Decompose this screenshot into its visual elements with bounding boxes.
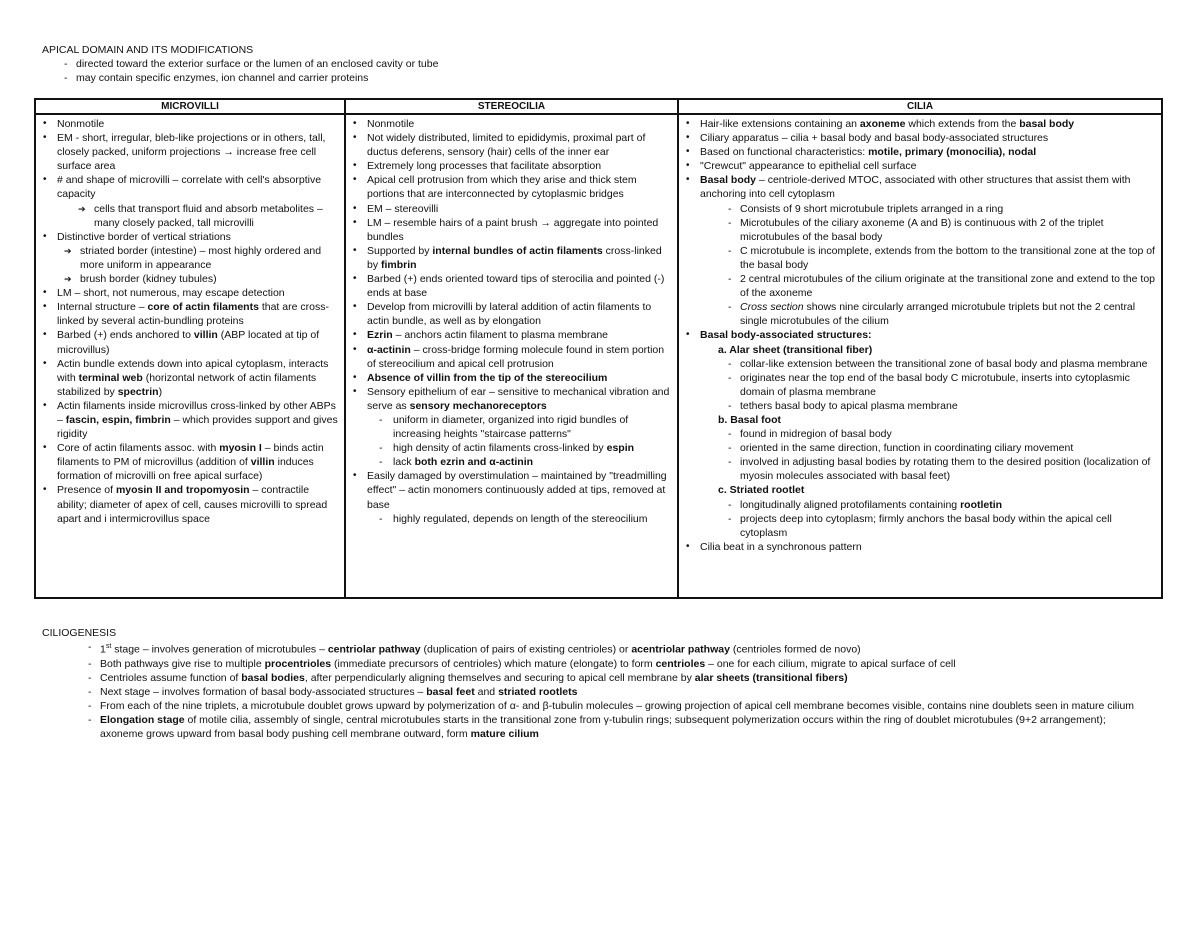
sub-item: - uniform in diameter, organized into rigid bundles of increasing heights "staircase patterns" (367, 413, 671, 441)
list-item: • Barbed (+) ends anchored to villin (ABP located at tip of microvillus) (40, 328, 338, 356)
sub-item: - oriented in the same direction, function in coordinating ciliary movement (726, 441, 1155, 455)
list-item: • Actin bundle extends down into apical cytoplasm, interacts with terminal web (horizontal network of actin filaments stabilized by spectrin) (40, 357, 338, 399)
sub-item: - 2 central microtubules of the cilium originate at the transitional zone and extend to the top of the axoneme (726, 272, 1155, 300)
list-item: • EM - short, irregular, bleb-like projections or in others, tall, closely packed, uniform projections → increase free cell surface area (40, 131, 338, 173)
sub-item: - Cross section shows nine circularly arranged microtubule triplets but not the 2 central single microtubules of the cilium (726, 300, 1155, 328)
list-item: • Hair-like extensions containing an axoneme which extends from the basal body (683, 117, 1155, 131)
list-item: • α-actinin – cross-bridge forming molecule found in stem portion of stereocilium and apical cell protrusion (350, 343, 671, 371)
apical-title: APICAL DOMAIN AND ITS MODIFICATIONS (42, 44, 254, 56)
cilia-cell (678, 114, 1162, 598)
list-item: • Based on functional characteristics: motile, primary (monocilia), nodal (683, 145, 1155, 159)
list-item: • Extremely long processes that facilitate absorption (350, 159, 671, 173)
sub-item: - highly regulated, depends on length of the stereocilium (367, 512, 671, 526)
list-item: • LM – resemble hairs of a paint brush → aggregate into pointed bundles (350, 216, 671, 244)
sub-item: - originates near the top end of the basal body C microtubule, inserts into cytoplasmic domain of plasma membrane (726, 371, 1155, 399)
list-item: • Core of actin filaments assoc. with myosin I – binds actin filaments to PM of microvillus (addition of villin induces formation of microvilli on free apical surface) (40, 441, 338, 483)
list-item: • Basal body – centriole-derived MTOC, associated with other structures that assist them with anchoring into cell cytoplasm - Consists of 9 short microtubule triplets arranged in a ring - Microtubules of the ciliary axoneme (A and B) is continuous with 2 of the triplet microtubules of the basal body - C microtubule is incomplete, extends from the bottom to the transitional zone at the top of the basal body - 2 central microtubules of the cilium originate at the transitional zone and extend to the top of the axoneme - Cross section shows nine circularly arranged microtubule triplets but not the 2 central single microtubules of the cilium (683, 173, 1155, 328)
sub-item: - Consists of 9 short microtubule triplets arranged in a ring (726, 202, 1155, 216)
comparison-table (34, 98, 1163, 599)
list-item: • Distinctive border of vertical striations ➔ striated border (intestine) – most highly ordered and more uniform in appearance ➔ brush border (kidney tubules) (40, 230, 338, 286)
sub-item: - tethers basal body to apical plasma membrane (726, 399, 1155, 413)
list-item: • Supported by internal bundles of actin filaments cross-linked by fimbrin (350, 244, 671, 272)
ciliogenesis-list (86, 640, 1146, 741)
sub-item: - C microtubule is incomplete, extends from the bottom to the transitional zone at the top of the basal body (726, 244, 1155, 272)
list-item: • Develop from microvilli by lateral addition of actin filaments to actin bundle, as well as by elongation (350, 300, 671, 328)
sub-item: - found in midregion of basal body (726, 427, 1155, 441)
ciliogenesis-item: - From each of the nine triplets, a microtubule doublet grows upward by polymerization of α- and β-tubulin molecules – growing projection of apical cell membrane becomes visible, contains nine doublets seen in mature cilium (86, 699, 1146, 713)
list-item: • Nonmotile (350, 117, 671, 131)
list-item: • Barbed (+) ends oriented toward tips of sterocilia and pointed (-) ends at base (350, 272, 671, 300)
arrow-icon: → (223, 146, 234, 159)
sub-item: - collar-like extension between the transitional zone of basal body and plasma membrane (726, 357, 1155, 371)
sub-item: - Microtubules of the ciliary axoneme (A and B) is continuous with 2 of the triplet microtubules of the basal body (726, 216, 1155, 244)
list-item: • Absence of villin from the tip of the stereocilium (350, 371, 671, 385)
list-item: • Sensory epithelium of ear – sensitive to mechanical vibration and serve as sensory mechanoreceptors - uniform in diameter, organized into rigid bundles of increasing heights "staircase patterns" - high density of actin filaments cross-linked by espin - lack both ezrin and α-actinin (350, 385, 671, 470)
alar-sheet-heading: a. Alar sheet (transitional fiber) (718, 343, 873, 356)
list-item: • EM – stereovilli (350, 202, 671, 216)
ciliogenesis-item: - Centrioles assume function of basal bodies, after perpendicularly aligning themselves and securing to apical cell membrane by alar sheets (transitional fibers) (86, 671, 1146, 685)
sub-item: ➔ striated border (intestine) – most highly ordered and more uniform in appearance (57, 244, 338, 272)
sub-item: ➔ cells that transport fluid and absorb metabolites – many closely packed, tall microvilli (57, 202, 338, 230)
list-item: • Ezrin – anchors actin filament to plasma membrane (350, 328, 671, 342)
ciliogenesis-item: - Both pathways give rise to multiple procentrioles (immediate precursors of centrioles) which mature (elongate) to form centrioles – one for each cilium, migrate to apical surface of cell (86, 657, 1146, 671)
list-item: • Easily damaged by overstimulation – maintained by "treadmilling effect" – actin monomers continuously added at tips, removed at base - highly regulated, depends on length of the stereocilium (350, 469, 671, 525)
stereocilia-cell (345, 114, 678, 598)
microvilli-cell (35, 114, 345, 598)
list-item: • Actin filaments inside microvillus cross-linked by other ABPs – fascin, espin, fimbrin – which provides support and gives rigidity (40, 399, 338, 441)
apical-item: - directed toward the exterior surface or the lumen of an enclosed cavity or tube (62, 57, 762, 71)
list-item: • # and shape of microvilli – correlate with cell's absorptive capacity ➔ cells that transport fluid and absorb metabolites – many closely packed, tall microvilli (40, 173, 338, 229)
sub-item: - longitudinally aligned protofilaments containing rootletin (726, 498, 1155, 512)
header-cilia: CILIA (678, 99, 1162, 114)
striated-rootlet-heading: c. Striated rootlet (718, 484, 805, 497)
ciliogenesis-item: - Next stage – involves formation of basal body-associated structures – basal feet and striated rootlets (86, 685, 1146, 699)
sub-item: - involved in adjusting basal bodies by rotating them to the desired position (localization of myosin molecules associated with basal feet) (726, 455, 1155, 483)
list-item: • LM – short, not numerous, may escape detection (40, 286, 338, 300)
ciliogenesis-item: - Elongation stage of motile cilia, assembly of single, central microtubules starts in the transitional zone from γ-tubulin rings; subsequent polymerization occurs within the ring of doublet microtubules (9+2 arrangement); axoneme grows upward from basal body pushing cell membrane outward, form mature cilium (86, 713, 1146, 741)
ciliogenesis-title: CILIOGENESIS (42, 627, 117, 639)
basal-foot-heading: b. Basal foot (718, 413, 782, 426)
sub-item: - projects deep into cytoplasm; firmly anchors the basal body within the apical cell cytoplasm (726, 512, 1155, 540)
list-item: • Basal body-associated structures: a. Alar sheet (transitional fiber) - collar-like extension between the transitional zone of basal body and plasma membrane - originates near the top end of the basal body C microtubule, inserts into cytoplasmic domain of plasma membrane - tethers basal body to apical plasma membrane b. Basal foot - found in midregion of basal body - oriented in the same direction, function in coordinating ciliary movement - involved in adjusting basal bodies by rotating them to the desired position (localization of myosin molecules associated with basal feet) c. Striated rootlet - longitudinally aligned protofilaments containing rootletin - projects deep into cytoplasm; firmly anchors the basal body within the apical cell cytoplasm (683, 328, 1155, 539)
header-microvilli: MICROVILLI (35, 99, 345, 114)
ciliogenesis-item: - 1st stage – involves generation of microtubules – centriolar pathway (duplication of pairs of existing centrioles) or acentriolar pathway (centrioles formed de novo) (86, 640, 1146, 657)
list-item: • Cilia beat in a synchronous pattern (683, 540, 1155, 554)
list-item: • Not widely distributed, limited to epididymis, proximal part of ductus deferens, sensory (hair) cells of the inner ear (350, 131, 671, 159)
list-item: • Internal structure – core of actin filaments that are cross-linked by several actin-bundling proteins (40, 300, 338, 328)
arrow-icon: → (540, 216, 551, 229)
list-item: • Presence of myosin II and tropomyosin – contractile ability; diameter of apex of cell, causes microvilli to spread apart and i intermicrovillus space (40, 483, 338, 525)
list-item: • Apical cell protrusion from which they arise and thick stem portions that are interconnected by cytoplasmic bridges (350, 173, 671, 201)
header-stereocilia: STEREOCILIA (345, 99, 678, 114)
list-item: • "Crewcut" appearance to epithelial cell surface (683, 159, 1155, 173)
list-item: • Ciliary apparatus – cilia + basal body and basal body-associated structures (683, 131, 1155, 145)
apical-item: - may contain specific enzymes, ion channel and carrier proteins (62, 71, 762, 85)
list-item: • Nonmotile (40, 117, 338, 131)
apical-list (62, 57, 762, 85)
sub-item: - high density of actin filaments cross-linked by espin (367, 441, 671, 455)
sub-item: - lack both ezrin and α-actinin (367, 455, 671, 469)
sub-item: ➔ brush border (kidney tubules) (57, 272, 338, 286)
